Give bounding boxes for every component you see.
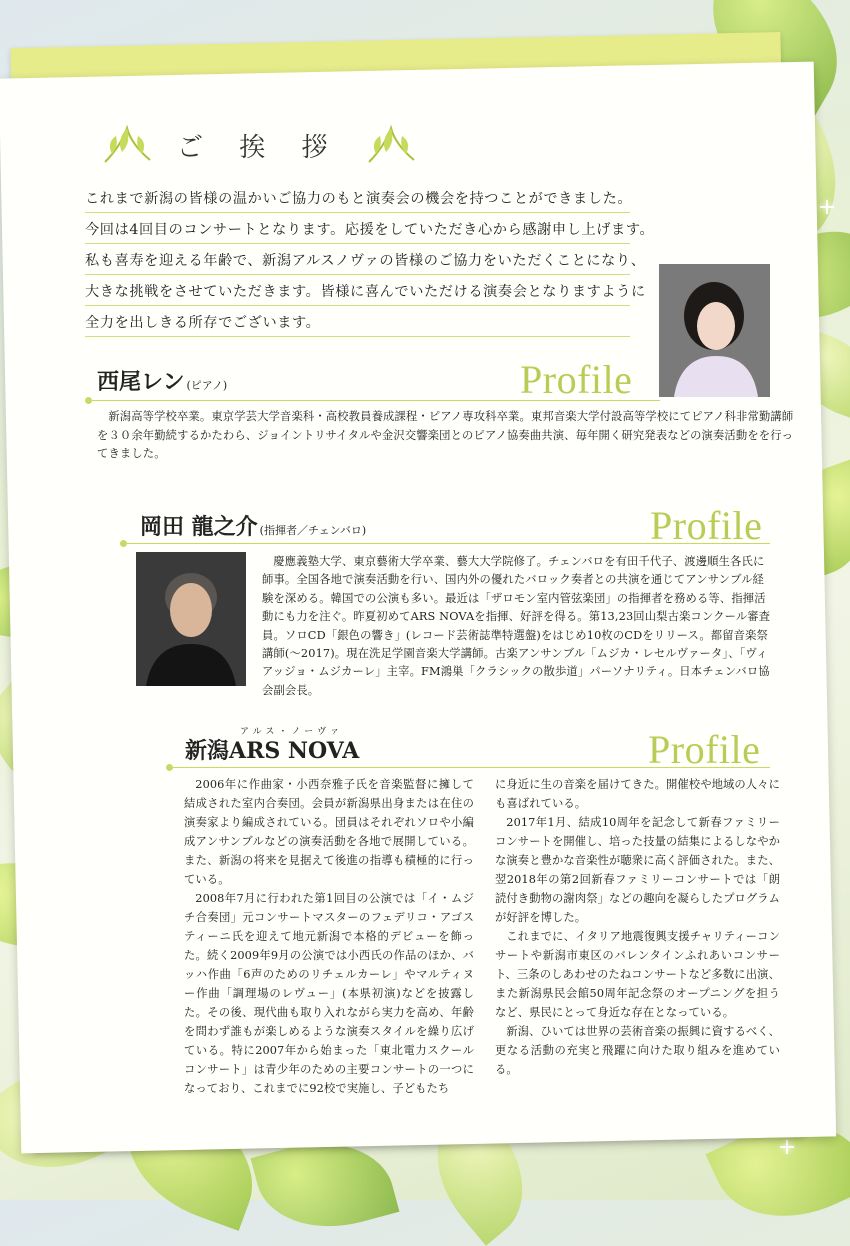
greeting-title: ご 挨 拶 xyxy=(177,132,342,163)
floral-ornament-icon xyxy=(364,122,419,168)
nishio-role: (ピアノ) xyxy=(186,379,228,392)
floral-ornament-icon xyxy=(100,122,155,168)
greeting-line: 私も喜寿を迎える年齢で、新潟アルスノヴァの皆様のご協力をいただくことになり、 xyxy=(85,248,630,275)
okada-name-row xyxy=(140,510,366,541)
okada-rule xyxy=(127,543,770,544)
nishio-name-row xyxy=(97,365,227,396)
greeting-heading xyxy=(100,120,419,170)
arsnova-paragraph: 2008年7月に行われた第1回目の公演では「イ・ムジチ合奏団」元コンサートマスターのフェデリコ・アゴスティーニ氏を迎えて地元新潟で本格的デビューを飾った。続く2009年9月の公演では小西氏の作品のほか、バッハ作曲「6声のためのリチェルカーレ」やマルティヌー作曲「調理場のレヴュー」(本県初演)などを披露した。その後、現代曲も取り入れながら実力を高め、年齢を問わず誰もが楽しめるような演奏スタイルを繰り広げている。特に2007年から始まった「東北電力スクールコンサート」は青少年のための主要コンサートの一つになっており、これまでに92校で実施し、子どもたち xyxy=(184,892,474,1095)
nishio-rule xyxy=(92,400,660,401)
greeting-line: 全力を出しきる所存でございます。 xyxy=(85,310,630,337)
nishio-portrait xyxy=(659,264,770,397)
rule-dot xyxy=(166,764,173,771)
greeting-text xyxy=(85,186,655,341)
arsnova-name: 新潟ARS NOVA xyxy=(185,738,360,764)
okada-portrait xyxy=(136,552,246,686)
rule-dot xyxy=(120,540,127,547)
okada-profile-label: Profile xyxy=(650,503,763,548)
nishio-bio: 新潟高等学校卒業。東京学芸大学音楽科・高校教員養成課程・ピアノ専攻科卒業。東邦音楽大学付設高等学校にてピアノ科非常勤講師を３０余年勤続するかたわら、ジョイントリサイタルや金沢交響楽団とのピアノ協奏曲共演、毎年開く研究発表などの演奏活動をを行ってきました。 xyxy=(97,410,794,460)
okada-bio: 慶應義塾大学、東京藝術大学卒業、藝大大学院修了。チェンバロを有田千代子、渡邊順生各氏に師事。全国各地で演奏活動を行い、国内外の優れたバロック奏者との共演を通じてアンサンブル経験を深める。韓国での公演も多い。最近は「ザロモン室内管弦楽団」の指揮者を務める等、指揮活動にも力を注ぐ。昨夏初めてARS NOVAを指揮、好評を得る。第13,23回山梨古楽コンクール審査員。ソロCD「銀色の響き」(レコード芸術誌準特選盤)をはじめ10枚のCDをリリース。都留音楽祭講師(～2017)。現在洗足学園音楽大学講師。古楽アンサンブル「ムジカ・レセルヴァータ」、「ヴィアッジョ・ムジカーレ」主宰。FM鴻巣「クラシックの散歩道」パーソナリティ。日本チェンバロ協会副会長。 xyxy=(262,555,771,697)
arsnova-ruby: アルス・ノーヴァ xyxy=(240,727,344,737)
greeting-line: これまで新潟の皆様の温かいご協力のもと演奏会の機会を持つことができました。 xyxy=(85,186,630,213)
nishio-profile-label: Profile xyxy=(520,357,633,402)
arsnova-left-column xyxy=(184,775,474,1098)
arsnova-rule xyxy=(173,767,770,768)
arsnova-profile-label: Profile xyxy=(648,727,761,772)
rule-dot xyxy=(85,397,92,404)
arsnova-name-row xyxy=(185,734,359,765)
okada-name: 岡田 龍之介 xyxy=(140,514,258,540)
okada-role: (指揮者／チェンバロ) xyxy=(259,524,367,537)
arsnova-paragraph: これまでに、イタリア地震復興支援チャリティーコンサートや新潟市東区のバレンタインふれあいコンサート、三条のしあわせのたねコンサートなど多数に出演、また新潟県民会館50周年記念祭のオープニングを担うなど、県民にとって身近な存在となっている。 xyxy=(495,930,780,1019)
greeting-line: 大きな挑戦をさせていただきます。皆様に喜んでいただける演奏会となりますように xyxy=(85,279,630,306)
greeting-line: 今回は4回目のコンサートとなります。応援をしていただき心から感謝申し上げます。 xyxy=(85,217,630,244)
arsnova-paragraph: 2006年に作曲家・小西奈雅子氏を音楽監督に擁して結成された室内合奏団。会員が新潟県出身または在住の演奏家より編成されている。団員はそれぞれソロや小編成アンサンブルなどの演奏活動を各地で展開している。また、新潟の将来を見据えて後進の指導も積極的に行っている。 xyxy=(184,778,474,886)
nishio-name: 西尾レン xyxy=(97,369,185,395)
arsnova-paragraph: 新潟、ひいては世界の芸術音楽の振興に資するべく、更なる活動の充実と飛躍に向けた取り組みを進めている。 xyxy=(495,1025,780,1076)
arsnova-paragraph: 2017年1月、結成10周年を記念して新春ファミリーコンサートを開催し、培った技量の結集によるしなやかな演奏と豊かな音楽性が聴衆に高く評価された。また、翌2018年の第2回新春ファミリーコンサートでは「朗読付き動物の謝肉祭」などの趣向を凝らしたプログラムが好評を博した。 xyxy=(495,816,780,924)
arsnova-right-column xyxy=(495,775,780,1079)
arsnova-paragraph: に身近に生の音楽を届けてきた。開催校や地域の人々にも喜ばれている。 xyxy=(495,778,780,810)
